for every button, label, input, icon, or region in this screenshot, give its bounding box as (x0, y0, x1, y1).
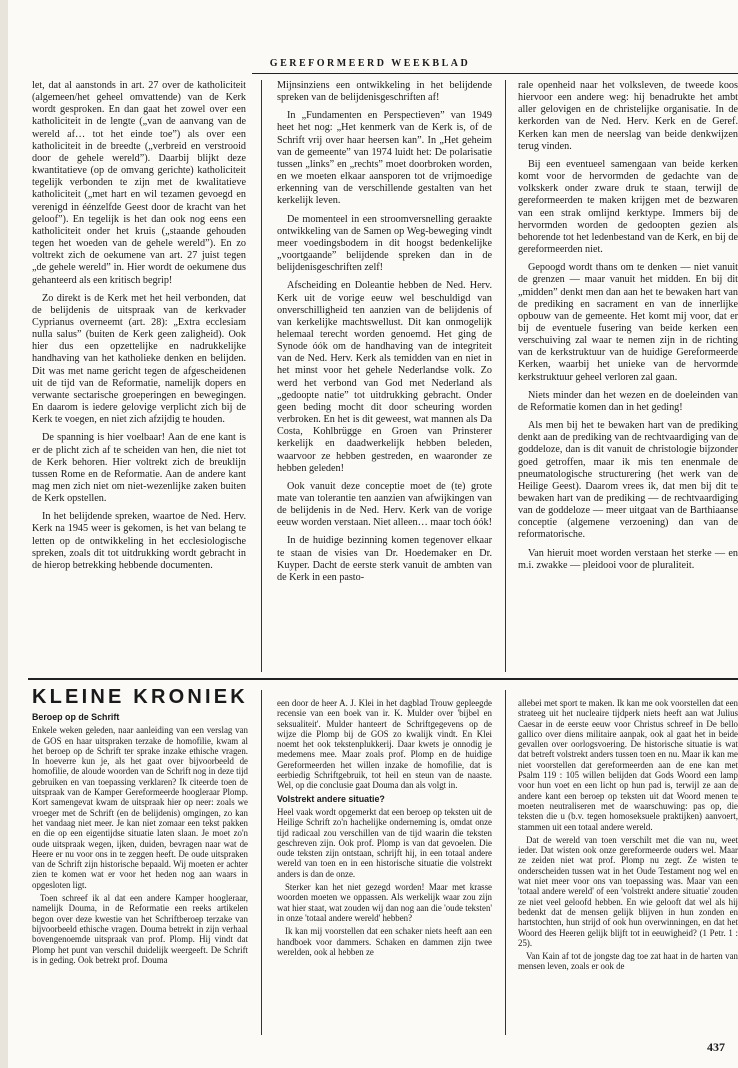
paragraph: Ook vanuit deze conceptie moet de (te) grote mate van tolerantie ten aanzien van afwijkingen van de belijdenis in de Ned. Herv. Kerk van de vorige eeuw worden verstaan. Niet alleen… maar toch óók! (277, 480, 492, 529)
paragraph: In de huidige bezinning komen tegenover elkaar te staan de visies van Dr. Hoedemaker en Dr. Kuyper. Dacht de eerste sterk vanuit de ambten van de Kerk in een pasto- (277, 535, 492, 583)
kroniek-column-1 (32, 710, 248, 1035)
paragraph: rale openheid naar het volksleven, de tweede koos hiervoor een andere weg: hij benadrukte het ambt aller gelovigen en de christelijke organisatie. In de kerkorden van de Ned. Herv. Kerk en de Geref. Kerken kan men de neerslag van beide denkwijzen terug vinden. (518, 80, 738, 152)
paragraph: Van Kain af tot de jongste dag toe zat haat in de harten van mensen leven, zoals er ook de (518, 951, 738, 972)
paragraph: In „Fundamenten en Perspectieven” van 1949 heet het nog: „Het kenmerk van de Kerk is, of de Schrift vrij over haar heersen kan”. In „Het geheim van de gemeente” van 1974 luidt het: De polarisatie tussen „links” en „rechts” moet doorbroken worden, en we moeten elkaar aansporen tot de vrijmoedige erkenning van de verschillende gestalten van het kerkelijk leven. (277, 110, 492, 207)
subheading: Beroep op de Schrift (32, 712, 120, 722)
page-edge (0, 0, 8, 1068)
page-number: 437 (707, 1040, 725, 1054)
paragraph: let, dat al aanstonds in art. 27 over de katholiciteit (algemeen/het geheel omvattende) van de Kerk wordt gesproken. En dan gaat het zowel over een katholiciteit in de lengte („van de aanvang van de wereld af… tot het einde toe”) als over een katholiciteit in de breedte („verbreid en verstrooid door de gehele wereld”). Daarbij blijkt deze kwantitatieve (op de omvang gerichte) katholiciteit tegelijk verbonden te zijn met de kwalitatieve katholiciteit („met hart en wil tezamen gevoegd en verenigd in éénzelfde Geest door de kracht van het geloof”). En tegelijk is het dan ook nog eens een katholiciteit onder het kruis („staande gehouden tegen het woeden van de gehele wereld”). En zo voltrekt zich de oekumene van art. 27 juist tegen „de gehele wereld” in. Hier wordt de oekumene dus gehanteerd als een kritisch begrip! (32, 80, 246, 286)
subheading: Volstrekt andere situatie? (277, 793, 385, 804)
header-rule (252, 73, 738, 74)
kroniek-column-3 (518, 698, 738, 1035)
paragraph: Heel vaak wordt opgemerkt dat een beroep op teksten uit de Heilige Schrift zo'n hachelijke onderneming is, omdat onze tijd radicaal zou verschillen van de tijd waarin die teksten geschreven zijn. Ook prof. Plomp is van dat gevoelen. Die oude teksten zijn ontstaan, schrijft hij, in een totaal andere wereld van toen en in een historische situatie die volstrekt anders is dan de onze. (277, 806, 492, 879)
paragraph: Niets minder dan het wezen en de doeleinden van de Reformatie komen dan in het geding! (518, 389, 738, 413)
section-divider (28, 678, 738, 680)
paragraph: Zo direkt is de Kerk met het heil verbonden, dat de belijdenis de uitspraak van de kerkvader Cyprianus overneemt (art. 28): „Extra ecclesiam nulla salus” (buiten de Kerk geen zaligheid). Ook hier dus een opzettelijke en nadrukkelijke handhaving van het katholieke denken en belijden. Dit was met name gericht tegen de afgescheidenen uit de tijd van de Reformatie, namelijk dopers en verwante sectarische groeperingen en bewegingen. En daarom is iedere gelovige verplicht zich bij de Kerk te voegen, en niet zich afzijdig te houden. (32, 292, 246, 426)
paragraph: Ik kan mij voorstellen dat een schaker niets heeft aan een handboek voor dammers. Schaken en dammen zijn twee werelden, ook al hebben ze (277, 926, 492, 957)
column-divider (505, 80, 506, 672)
article-column-3 (518, 80, 738, 672)
column-divider (505, 690, 506, 1035)
section-title: KLEINE KRONIEK (32, 686, 248, 708)
kroniek-column-2 (277, 698, 492, 1035)
paragraph: Enkele weken geleden, naar aanleiding van een verslag van de GOS en haar uitspraken terzake de homofilie, kwam al het beroep op de Schrift ter sprake inzake ethische vragen. In hoeverre kun je, als het gaat over bijvoorbeeld de homofilie, de aloude woorden van de Schrift nog in deze tijd gebruiken en van toepassing verklaren? Ik citeerde toen de uitspraak van de Kamper Gereformeerde hoogleraar Plomp. Kort samengevat kwam de uitspraak hier op neer: zoals we vroeger met de Schrift (en de belijdenis) omgingen, zo kan het vandaag niet meer. Je kan niet zomaar een tekst pakken en die op een eigentijdse situatie laten slaan. Je moet zo'n oude uitspraak wegen, ijken, duiden, bevragen naar wat de Heere er nu voor ons in te zeggen heeft. De oude uitspraken van de Schrift zijn historische bepaald. Wij moeten er achter zien te komen wat er voor het heden nog aan waars in opgesloten ligt. (32, 725, 248, 890)
paragraph: allebei met sport te maken. Ik kan me ook voorstellen dat een strateeg uit het nucleaire tijdperk niets heeft aan wat Julius Caesar in de eerste eeuw voor Christus schreef in De bello gallico over diens militaire aanpak, ook al gaat het in beide gevallen over oorlogsvoering. De historische situatie is wat dat betreft volstrekt anders tussen toen en nu. Maar ik kan me niet voorstellen dat gereformeerden aan de ene kan met Psalm 119 : 105 willen belijden dat Gods Woord een lamp voor hun voet en een licht op hun pad is, terwijl ze aan de andere kant een beroep op teksten uit dat Woord menen te moeten neutraliseren met de waarschuwing: pas op, die teksten die u (b.v. tegen homoseksuele praktijken) aanvoert, stammen uit een totaal andere wereld. (518, 698, 738, 832)
paragraph: Van hieruit moet worden verstaan het sterke — en m.i. zwakke — pleidooi voor de pluraliteit. (518, 547, 738, 571)
paragraph: Dat de wereld van toen verschilt met die van nu, weet ieder. Dat wisten ook onze gereformeerde ouders wel. Maar ze zeiden niet wat prof. Plomp nu zegt. Ze wisten te onderscheiden tussen wat in het Oude Testament nog wel en wat niet meer voor ons van toepassing was. Maar van een 'totaal andere wereld' of een 'volstrekt andere situatie' zouden ze niet veel geloofd hebben. En wie gelooft dat wel als hij bedenkt dat de mensen gelijk blijven in hun zonden en hartstochten, hun strijd of ook hun overwinningen, en dat het Woord des Heeren gelijk blijft tot in eeuwigheid? (1 Petr. 1 : 25). (518, 834, 738, 948)
paragraph: De momenteel in een stroomversnelling geraakte ontwikkeling van de Samen op Weg-beweging vindt meer voedingsbodem in dit hoogst bedenkelijke „voortgaande” belijdende spreken dan in de belijdenisgeschriften zelf! (277, 213, 492, 274)
paragraph: Bij een eventueel samengaan van beide kerken komt voor de hervormden de gedachte van de volkskerk onder zware druk te staan, terwijl de gereformeerden te maken krijgen met de bezwaren van een strak omlijnd kerktype. Immers bij de hervormden worden de gedoopten gezien als behorende tot het ledenbestand van de Kerk, en bij de gereformeerden niet. (518, 158, 738, 256)
running-header: GEREFORMEERD WEEKBLAD (269, 58, 471, 69)
article-column-2 (277, 80, 492, 672)
paragraph: Mijnsinziens een ontwikkeling in het belijdende spreken van de belijdenisgeschriften af! (277, 80, 492, 104)
paragraph: Als men bij het te bewaken hart van de prediking denkt aan de prediking van de rechtvaardiging van de goddeloze, dan is dit vanuit de christologie bijzonder goed getroffen, maar ik mis ten enenmale de pneumatologische structurering (het werk van de Heilige Geest). Daarom vrees ik, dat men bij dit te bewaken hart van de prediking — de rechtvaardiging van de goddeloze — meer uitgaat van de Barthiaanse conceptie (algemene verzoening) dan van de reformatorische. (518, 420, 738, 541)
paragraph: Afscheiding en Doleantie hebben de Ned. Herv. Kerk uit de vorige eeuw wel beschuldigd van onverschilligheid ten aanzien van de belijdenis of van kerkelijke machtswellust. Dit kan onmogelijk helemaal terecht worden genoemd. Het ging de Synode óók om de handhaving van de integriteit van de Ned. Herv. Kerk als temidden van en niet in het minst voor het gehele Nederlandse volk. Zo werd het verbond van God met Nederland als „gedoopte natie” tot uitdrukking gebracht. Onder geen beding mocht dit door scheuring worden verbroken. En het is dit geweest, wat mannen als Da Costa, Kohlbrügge en Groen van Prinsterer kerkelijk en daadwerkelijk hebben beleden, waarvoor ze hebben gestreden, en waaronder ze hebben geleden! (277, 280, 492, 474)
article-column-1 (32, 80, 246, 672)
paragraph: De spanning is hier voelbaar! Aan de ene kant is er de plicht zich af te scheiden van hen, die niet tot de Kerk behoren. Hier voltrekt zich de breuklijn tussen Rome en de Reformatie. Aan de andere kant mag men zich niet om niet-wezenlijke zaken buiten de Kerk opstellen. (32, 432, 246, 505)
paragraph: Sterker kan het niet gezegd worden! Maar met krasse woorden moeten we oppassen. Als werkelijk waar zou zijn wat hier staat, wat zouden wij dan nog aan die 'oude teksten' in onze 'totaal andere wereld' hebben? (277, 882, 492, 923)
paragraph: Toen schreef ik al dat een andere Kamper hoogleraar, namelijk Douma, in de Reformatie een reeks artikelen begon over deze kwestie van het Schriftberoep terzake van bijvoorbeeld ethische vragen. Douma betrekt in zijn verhaal bovengenoemde uitspraak van prof. Plomp. Hij vindt dat Plomp het punt van verschil duidelijk weergeeft. De Schrift is in geding. Ook betrekt prof. Douma (32, 893, 248, 965)
paragraph: In het belijdende spreken, waartoe de Ned. Herv. Kerk na 1945 weer is gekomen, is het van belang te letten op de ontwikkeling in het ecclesiologische spreken, zoals dit tot uitdrukking wordt gebracht in de hierop betrekking hebbende documenten. (32, 511, 246, 571)
paragraph: een door de heer A. J. Klei in het dagblad Trouw gepleegde recensie van een boek van ir. K. Mulder over 'bijbel en seksualiteit'. Mulder hanteert de Schriftgegevens op de wijze die Plomp bij de GOS zo kwalijk vindt. En Klei noemt het ook tekstenplukkerij. Daar kwets je onnodig je medemens mee. Maar zoals prof. Plomp en de huidige Gereformeerden het willen inzake de homofilie, dat is eerbiedig Schriftgebruik, tot heil en steun van de naaste. Wel, op die conclusie gaat Douma dan als volgt in. (277, 698, 492, 791)
paragraph: Gepoogd wordt thans om te denken — niet vanuit de grenzen — maar vanuit het midden. En bij dit „midden” denkt men dan aan het te bewaken hart van de prediking en sacrament en van de innerlijke opbouw van de gemeente. Het komt mij voor, dat er bij de eventuele fusering van beide kerken een verschuiving zal waar te nemen zijn in de richting van de kerkstruktuur van de huidige Gereformeerde Kerken, waarbij het unieke van de hervormde kerkstruktuur geheel verloren zal gaan. (518, 262, 738, 383)
column-divider (261, 80, 262, 672)
column-divider (261, 690, 262, 1035)
